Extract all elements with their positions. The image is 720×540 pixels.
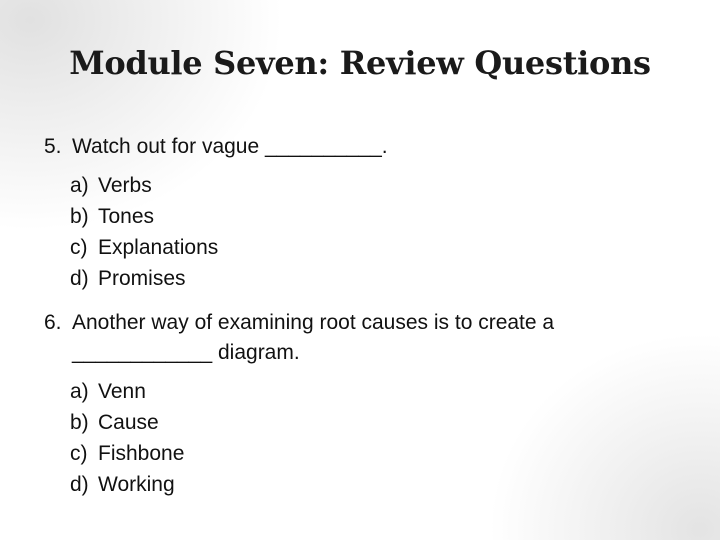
answer-option-c — [70, 232, 684, 263]
question-6 — [44, 308, 684, 500]
answer-options — [70, 170, 684, 294]
option-letter: b) — [70, 411, 89, 434]
answer-option-a — [70, 376, 684, 407]
option-letter: d) — [70, 267, 89, 290]
option-text: Venn — [98, 380, 146, 403]
answer-option-d — [70, 263, 684, 294]
slide-title: Module Seven: Review Questions — [69, 44, 651, 82]
question-stem — [44, 308, 684, 338]
question-text: Watch out for vague __________. — [72, 135, 388, 158]
option-letter: c) — [70, 442, 88, 465]
option-letter: a) — [70, 380, 89, 403]
question-number: 5. — [44, 135, 62, 158]
answer-option-c — [70, 438, 684, 469]
option-letter: d) — [70, 473, 89, 496]
answer-options — [70, 376, 684, 500]
option-letter: b) — [70, 205, 89, 228]
option-letter: c) — [70, 236, 88, 259]
option-letter: a) — [70, 174, 89, 197]
answer-option-a — [70, 170, 684, 201]
option-text: Tones — [98, 205, 155, 228]
option-text: Fishbone — [98, 442, 185, 465]
option-text: Explanations — [98, 236, 219, 259]
answer-option-b — [70, 407, 684, 438]
question-number: 6. — [44, 311, 62, 334]
option-text: Working — [98, 473, 175, 496]
question-5 — [44, 132, 684, 294]
question-text-continuation: ____________ diagram. — [72, 341, 300, 364]
option-text: Promises — [98, 267, 186, 290]
option-text: Cause — [98, 411, 159, 434]
answer-option-b — [70, 201, 684, 232]
question-text: Another way of examining root causes is to create a — [72, 311, 555, 334]
option-text: Verbs — [98, 174, 152, 197]
question-stem — [44, 132, 684, 162]
answer-option-d — [70, 469, 684, 500]
